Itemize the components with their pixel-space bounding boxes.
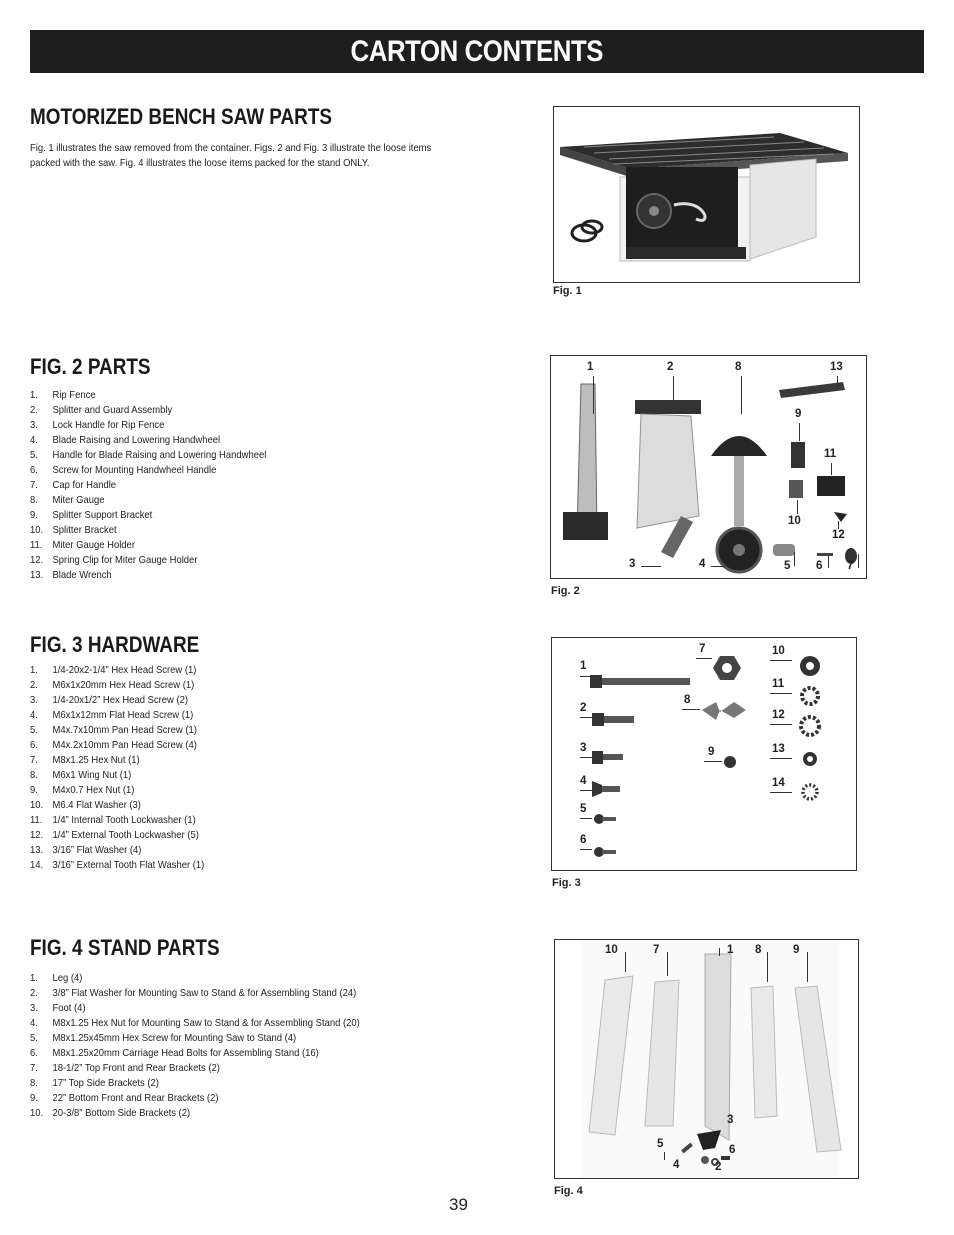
- list-item: [30, 1001, 360, 1016]
- list-item-text: Rip Fence: [52, 389, 96, 401]
- fig4-parts-list: [30, 971, 396, 1121]
- fig4-callout-10: 10: [605, 944, 618, 956]
- list-item: [30, 568, 266, 583]
- fig3-parts-list: [30, 663, 224, 873]
- list-item-number: 8.: [30, 769, 38, 781]
- list-item-text: Foot (4): [52, 1002, 86, 1014]
- list-item: [30, 1061, 360, 1076]
- list-item-number: 12.: [30, 829, 44, 841]
- list-item-number: 8.: [30, 1077, 38, 1089]
- list-item-number: 12.: [30, 554, 44, 566]
- list-item-text: 1/4-20x1/2” Hex Head Screw (2): [52, 694, 189, 706]
- list-item-number: 6.: [30, 1047, 38, 1059]
- list-item-text: 1/4-20x2-1/4” Hex Head Screw (1): [52, 664, 197, 676]
- list-item: [30, 418, 266, 433]
- list-item-number: 2.: [30, 987, 38, 999]
- list-item-text: Spring Clip for Miter Gauge Holder: [52, 554, 198, 566]
- fig4-heading: FIG. 4 STAND PARTS: [30, 935, 220, 960]
- fig4-stand-illustration: [555, 940, 858, 1178]
- list-item: [30, 403, 266, 418]
- list-item-number: 14.: [30, 859, 44, 871]
- fig1-caption: Fig. 1: [553, 285, 582, 297]
- list-item: [30, 663, 204, 678]
- fig4-callout-1: 1: [727, 944, 734, 956]
- list-item-text: Cap for Handle: [52, 479, 117, 491]
- fig2-callout-2: 2: [667, 361, 674, 373]
- fig2-callout-1: 1: [587, 361, 594, 373]
- fig3-callout-4: 4: [580, 775, 587, 787]
- list-item-text: M4x.2x10mm Pan Head Screw (4): [52, 739, 197, 751]
- motorized-description: Fig. 1 illustrates the saw removed from the container. Figs. 2 and Fig. 3 illustrate the loose items packed with the saw. Fig. 4 illustrates the loose items packed for the stand ONLY.: [30, 142, 432, 169]
- list-item: [30, 433, 266, 448]
- fig3-callout-11: 11: [772, 678, 785, 690]
- fig2-callout-7: 7: [847, 560, 854, 572]
- list-item: [30, 723, 204, 738]
- list-item-number: 1.: [30, 389, 38, 401]
- fig1-image: [553, 106, 860, 283]
- fig2-parts-illustration: [551, 356, 866, 578]
- list-item-number: 5.: [30, 449, 38, 461]
- list-item-number: 6.: [30, 739, 38, 751]
- list-item-text: Handle for Blade Raising and Lowering Handwheel: [52, 449, 267, 461]
- fig4-caption: Fig. 4: [554, 1185, 583, 1197]
- fig3-callout-13: 13: [772, 743, 785, 755]
- fig3-callout-2: 2: [580, 702, 587, 714]
- list-item: [30, 813, 204, 828]
- list-item: [30, 971, 360, 986]
- fig4-callout-2: 2: [715, 1161, 722, 1173]
- list-item-text: M6x1 Wing Nut (1): [52, 769, 132, 781]
- fig3-callout-5: 5: [580, 803, 587, 815]
- list-item-text: M4x.7x10mm Pan Head Screw (1): [52, 724, 197, 736]
- list-item-number: 4.: [30, 1017, 38, 1029]
- list-item-text: 1/4” Internal Tooth Lockwasher (1): [52, 814, 196, 826]
- list-item-number: 11.: [30, 814, 43, 826]
- list-item-text: M8x1.25x45mm Hex Screw for Mounting Saw to Stand (4): [52, 1032, 297, 1044]
- table-saw-illustration: [554, 107, 859, 282]
- list-item-text: Screw for Mounting Handwheel Handle: [52, 464, 217, 476]
- list-item: [30, 1076, 360, 1091]
- list-item: [30, 508, 266, 523]
- list-item-number: 11.: [30, 539, 43, 551]
- fig3-callout-3: 3: [580, 742, 587, 754]
- page-title: CARTON CONTENTS: [350, 35, 604, 68]
- list-item-number: 1.: [30, 972, 38, 984]
- list-item-number: 2.: [30, 679, 38, 691]
- list-item: [30, 1091, 360, 1106]
- list-item: [30, 768, 204, 783]
- list-item: [30, 858, 204, 873]
- list-item-number: 5.: [30, 724, 38, 736]
- list-item: [30, 798, 204, 813]
- list-item-text: M8x1.25 Hex Nut (1): [52, 754, 140, 766]
- fig4-callout-3: 3: [727, 1114, 734, 1126]
- list-item: [30, 783, 204, 798]
- list-item-number: 2.: [30, 404, 38, 416]
- page-banner: [30, 30, 924, 73]
- list-item-text: M8x1.25 Hex Nut for Mounting Saw to Stand & for Assembling Stand (20): [52, 1017, 360, 1029]
- page-number: 39: [449, 1195, 468, 1214]
- fig3-heading: FIG. 3 HARDWARE: [30, 632, 200, 657]
- list-item: [30, 708, 204, 723]
- list-item-number: 3.: [30, 419, 38, 431]
- list-item-text: Miter Gauge: [52, 494, 105, 506]
- list-item-text: M8x1.25x20mm Carriage Head Bolts for Assembling Stand (16): [52, 1047, 319, 1059]
- fig4-image: [554, 939, 859, 1179]
- list-item: [30, 693, 204, 708]
- fig3-callout-14: 14: [772, 777, 785, 789]
- list-item: [30, 553, 266, 568]
- fig2-parts-list: [30, 388, 293, 583]
- fig2-callout-11: 11: [824, 448, 837, 460]
- list-item-number: 3.: [30, 694, 38, 706]
- fig2-callout-10: 10: [788, 515, 801, 527]
- list-item-text: Lock Handle for Rip Fence: [52, 419, 165, 431]
- list-item: [30, 843, 204, 858]
- list-item: [30, 493, 266, 508]
- list-item-text: 3/8” Flat Washer for Mounting Saw to Stand & for Assembling Stand (24): [52, 987, 357, 999]
- list-item-number: 10.: [30, 1107, 44, 1119]
- fig2-heading: FIG. 2 PARTS: [30, 354, 151, 379]
- fig3-callout-9: 9: [708, 746, 715, 758]
- list-item: [30, 463, 266, 478]
- fig4-callout-7: 7: [653, 944, 660, 956]
- list-item: [30, 678, 204, 693]
- list-item-number: 9.: [30, 1092, 38, 1104]
- list-item-number: 13.: [30, 844, 44, 856]
- list-item-number: 7.: [30, 479, 38, 491]
- list-item: [30, 448, 266, 463]
- list-item: [30, 986, 360, 1001]
- list-item: [30, 1106, 360, 1121]
- fig4-callout-5: 5: [657, 1138, 664, 1150]
- list-item-text: Miter Gauge Holder: [52, 539, 135, 551]
- list-item-number: 5.: [30, 1032, 38, 1044]
- list-item-number: 9.: [30, 509, 38, 521]
- list-item: [30, 738, 204, 753]
- motorized-heading: MOTORIZED BENCH SAW PARTS: [30, 104, 333, 129]
- fig2-image: [550, 355, 867, 579]
- list-item: [30, 388, 266, 403]
- list-item-text: 1/4” External Tooth Lockwasher (5): [52, 829, 199, 841]
- fig3-callout-7: 7: [699, 643, 706, 655]
- list-item: [30, 1031, 360, 1046]
- list-item: [30, 1046, 360, 1061]
- fig3-callout-10: 10: [772, 645, 785, 657]
- list-item-text: Splitter Bracket: [52, 524, 117, 536]
- list-item-number: 4.: [30, 709, 38, 721]
- fig3-callout-8: 8: [684, 694, 691, 706]
- list-item-text: Splitter and Guard Assembly: [52, 404, 173, 416]
- list-item-number: 4.: [30, 434, 38, 446]
- list-item: [30, 828, 204, 843]
- list-item-number: 8.: [30, 494, 38, 506]
- list-item: [30, 753, 204, 768]
- list-item-text: 3/16” Flat Washer (4): [52, 844, 142, 856]
- fig2-callout-4: 4: [699, 558, 706, 570]
- list-item-number: 7.: [30, 1062, 38, 1074]
- fig3-callout-12: 12: [772, 709, 785, 721]
- list-item-number: 13.: [30, 569, 44, 581]
- fig3-callout-6: 6: [580, 834, 587, 846]
- list-item-number: 1.: [30, 664, 38, 676]
- list-item-text: 17” Top Side Brackets (2): [52, 1077, 159, 1089]
- list-item-text: M6x1x12mm Flat Head Screw (1): [52, 709, 194, 721]
- list-item-number: 3.: [30, 1002, 38, 1014]
- list-item-text: 22” Bottom Front and Rear Brackets (2): [52, 1092, 219, 1104]
- fig3-callout-1: 1: [580, 660, 587, 672]
- list-item-text: Blade Wrench: [52, 569, 112, 581]
- fig3-hardware-illustration: [552, 638, 856, 870]
- fig2-callout-9: 9: [795, 408, 802, 420]
- list-item-number: 9.: [30, 784, 38, 796]
- fig2-callout-12: 12: [832, 529, 845, 541]
- fig4-callout-6: 6: [729, 1144, 736, 1156]
- fig3-caption: Fig. 3: [552, 877, 581, 889]
- fig2-callout-6: 6: [816, 560, 823, 572]
- list-item-text: M4x0.7 Hex Nut (1): [52, 784, 135, 796]
- list-item: [30, 523, 266, 538]
- list-item-text: Leg (4): [52, 972, 83, 984]
- list-item-number: 10.: [30, 524, 44, 536]
- fig4-callout-4: 4: [673, 1159, 680, 1171]
- fig2-callout-13: 13: [830, 361, 843, 373]
- list-item-number: 7.: [30, 754, 38, 766]
- list-item: [30, 538, 266, 553]
- list-item: [30, 478, 266, 493]
- list-item-text: 20-3/8” Bottom Side Brackets (2): [52, 1107, 191, 1119]
- fig2-caption: Fig. 2: [551, 585, 580, 597]
- fig4-callout-9: 9: [793, 944, 800, 956]
- fig4-callout-8: 8: [755, 944, 762, 956]
- list-item-text: M6.4 Flat Washer (3): [52, 799, 141, 811]
- fig2-callout-8: 8: [735, 361, 742, 373]
- list-item-text: 18-1/2” Top Front and Rear Brackets (2): [52, 1062, 220, 1074]
- list-item-number: 6.: [30, 464, 38, 476]
- list-item-text: M6x1x20mm Hex Head Screw (1): [52, 679, 195, 691]
- fig3-image: [551, 637, 857, 871]
- list-item: [30, 1016, 360, 1031]
- fig2-callout-3: 3: [629, 558, 636, 570]
- list-item-text: Splitter Support Bracket: [52, 509, 153, 521]
- fig2-callout-5: 5: [784, 560, 791, 572]
- list-item-number: 10.: [30, 799, 44, 811]
- list-item-text: Blade Raising and Lowering Handwheel: [52, 434, 221, 446]
- list-item-text: 3/16” External Tooth Flat Washer (1): [52, 859, 205, 871]
